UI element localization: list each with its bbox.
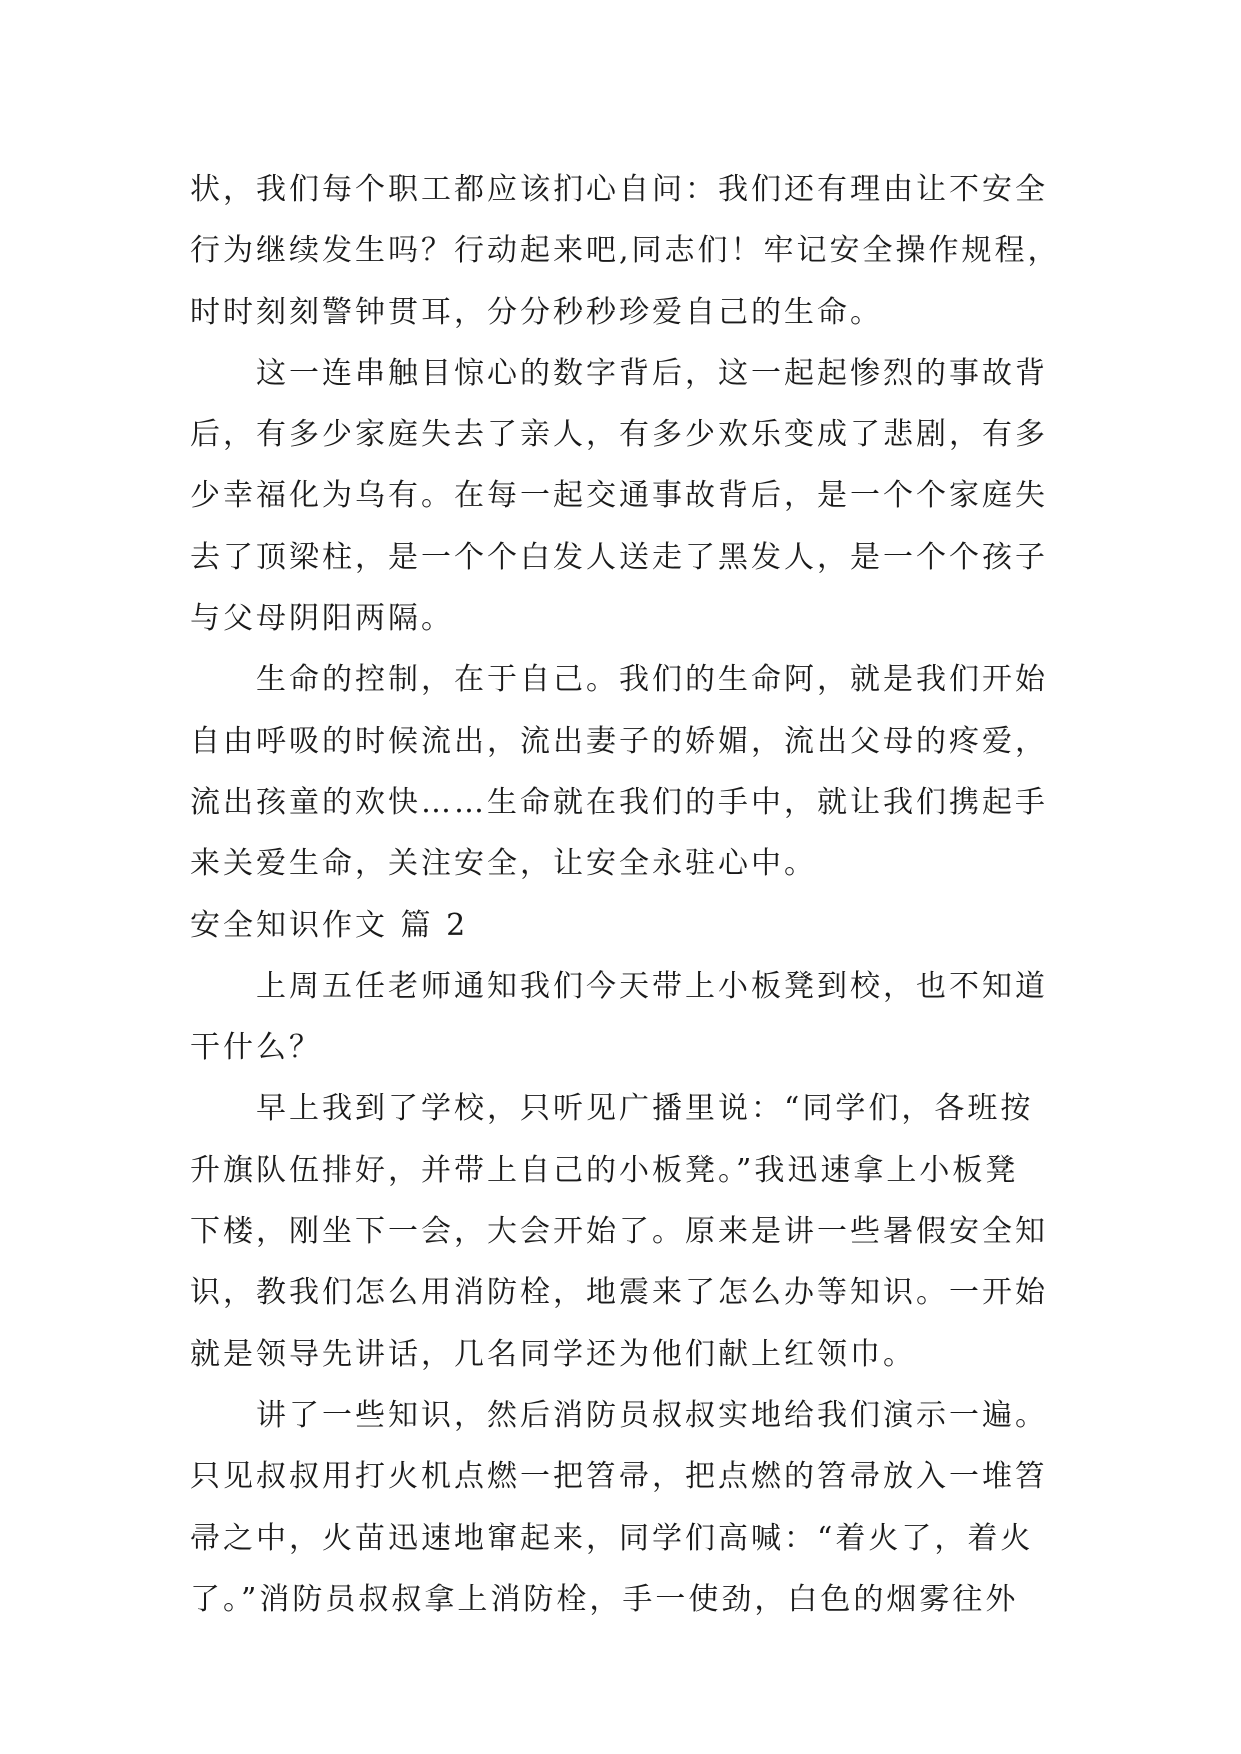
text-line: 早上我到了学校，只听见广播里说：“同学们，各班按	[256, 1091, 1034, 1127]
text-line: 来关爱生命，关注安全，让安全永驻心中。	[190, 846, 817, 882]
text-line: 只见叔叔用打火机点燃一把笤帚，把点燃的笤帚放入一堆笤	[190, 1459, 1048, 1495]
text-line: 上周五任老师通知我们今天带上小板凳到校，也不知道	[256, 968, 1048, 1004]
text-line: 后，有多少家庭失去了亲人，有多少欢乐变成了悲剧，有多	[190, 417, 1048, 453]
text-line: 帚之中，火苗迅速地窜起来，同学们高喊：“着火了，着火	[190, 1520, 1034, 1556]
text-line: 行为继续发生吗？行动起来吧,同志们！牢记安全操作规程，	[190, 233, 1061, 269]
text-line: 状，我们每个职工都应该扪心自问：我们还有理由让不安全	[190, 172, 1048, 207]
document-body	[190, 159, 1090, 1630]
text-line: 干什么？	[190, 1030, 322, 1066]
text-line: 自由呼吸的时候流出，流出妻子的娇媚，流出父母的疼爱，	[190, 723, 1048, 759]
text-line: 生命的控制，在于自己。我们的生命阿，就是我们开始	[256, 662, 1048, 698]
text-line: 这一连串触目惊心的数字背后，这一起起惨烈的事故背	[256, 355, 1048, 391]
text-line: 就是领导先讲话，几名同学还为他们献上红领巾。	[190, 1336, 916, 1372]
text-line: 流出孩童的欢快……生命就在我们的手中，就让我们携起手	[190, 784, 1048, 820]
text-line: 下楼，刚坐下一会，大会开始了。原来是讲一些暑假安全知	[190, 1214, 1048, 1250]
text-line: 识，教我们怎么用消防栓，地震来了怎么办等知识。一开始	[190, 1275, 1048, 1311]
text-line: 时时刻刻警钟贯耳，分分秒秒珍爱自己的生命。	[190, 294, 883, 330]
text-line: 讲了一些知识，然后消防员叔叔实地给我们演示一遍。	[256, 1397, 1048, 1433]
section-heading: 安全知识作文 篇 2	[190, 907, 469, 943]
text-line: 升旗队伍排好，并带上自己的小板凳。”我迅速拿上小板凳	[190, 1152, 1019, 1188]
text-line: 与父母阴阳两隔。	[190, 601, 454, 637]
text-line: 少幸福化为乌有。在每一起交通事故背后，是一个个家庭失	[190, 478, 1048, 514]
text-line: 去了顶梁柱，是一个个白发人送走了黑发人，是一个个孩子	[190, 539, 1048, 575]
text-line: 了。”消防员叔叔拿上消防栓，手一使劲，白色的烟雾往外	[190, 1581, 1019, 1617]
